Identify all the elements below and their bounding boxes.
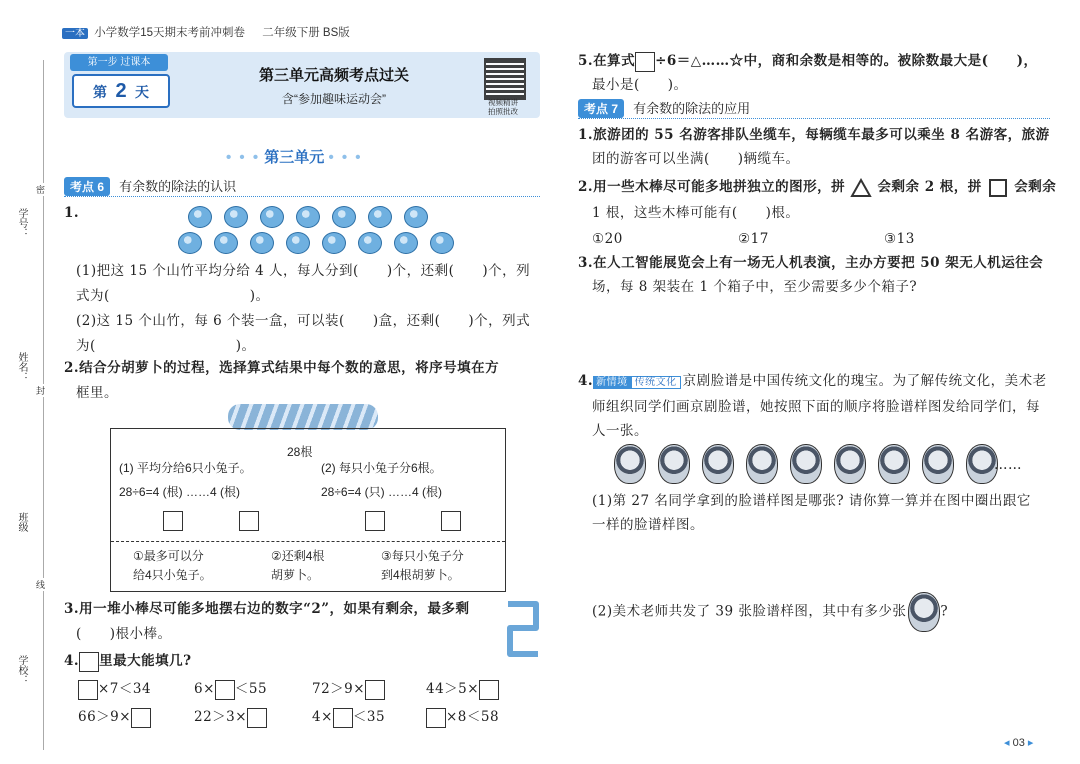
q2-line1: 2.结合分胡萝卜的过程，选择算式结果中每个数的意思，将序号填在方 — [64, 360, 500, 376]
q1-number: 1. — [64, 205, 80, 221]
answer-box-2[interactable] — [239, 511, 259, 531]
r2-option-3: ③13 — [884, 231, 915, 247]
option-2: ②还剩4根 胡萝卜。 — [271, 549, 325, 582]
seal-mi: 密 — [36, 185, 46, 195]
opera-mask-icon — [746, 444, 778, 484]
page-number: ◂ 03 ▸ — [1004, 737, 1034, 749]
ineq-1-1: ×7＜34 — [78, 676, 151, 702]
square-icon — [987, 177, 1009, 199]
opera-mask-icon — [878, 444, 910, 484]
r2-option-1: ①20 — [592, 231, 623, 247]
q1-part1-line2: 式为( )。 — [76, 288, 270, 304]
carrot-problem-box — [110, 428, 506, 592]
r1-line1: 1.旅游团的 55 名游客排队坐缆车，每辆缆车最多可以乘坐 8 名游客，旅游 — [578, 127, 1050, 143]
school-label: 学校： — [16, 655, 27, 685]
r2-line1: 2.用一些木棒尽可能多地拼独立的图形，拼 会剩余 2 根，拼 会剩余 — [578, 174, 1056, 200]
carrots-illustration — [228, 404, 378, 430]
ineq-2-3: 4× ＜35 — [312, 704, 385, 730]
opera-mask-icon — [614, 444, 646, 484]
r4-line3: 人一张。 — [592, 423, 648, 439]
r4-part2: (2)美术老师共发了 39 张脸谱样图，其中有多少张 ? — [592, 592, 948, 632]
ineq-1-4: 44＞5× — [426, 676, 499, 702]
qr-caption: 视频精讲 拍照批改 — [488, 98, 518, 116]
r1-line2: 团的游客可以坐满( )辆缆车。 — [592, 151, 800, 167]
mangosteen-row-2 — [172, 232, 460, 258]
option-1: ①最多可以分 给4只小兔子。 — [133, 549, 212, 582]
opera-mask-icon — [658, 444, 690, 484]
case1-equation: 28÷6=4 (根) ……4 (根) — [119, 485, 240, 499]
q3-line1: 3.用一堆小棒尽可能多地摆右边的数字“2”，如果有剩余，最多剩 — [64, 601, 470, 617]
qr-code[interactable] — [484, 58, 526, 100]
q5-line1: 5.在算式 ÷6＝△……☆中，商和余数是相等的。被除数最大是( )， — [578, 48, 1037, 74]
unit-title: • • • 第三单元 • • • — [226, 149, 363, 166]
masks-ellipsis: …… — [994, 457, 1022, 473]
case2-equation: 28÷6=4 (只) ……4 (根) — [321, 485, 442, 499]
ineq-box[interactable] — [215, 680, 235, 700]
q4-title: 4. 里最大能填几? — [64, 648, 192, 674]
case1-title: (1) 平均分给6只小兔子。 — [119, 461, 252, 475]
banner — [64, 52, 540, 118]
q2-line2: 框里。 — [76, 385, 118, 401]
step-label: 第一步 过课本 — [70, 54, 168, 71]
book-header — [62, 24, 350, 40]
r2-line2: 1 根，这些木棒可能有( )根。 — [592, 205, 800, 221]
grade-label: 二年级下册 BS版 — [262, 27, 350, 39]
opera-masks-row — [614, 444, 1010, 488]
ineq-2-4: ×8＜58 — [426, 704, 499, 730]
case2-title: (2) 每只小兔子分6根。 — [321, 461, 442, 475]
ineq-box[interactable] — [78, 680, 98, 700]
stick-digit-two — [502, 598, 544, 660]
q1-part2-line1: (2)这 15 个山竹，每 6 个装一盒，可以装( )盒，还剩( )个，列式 — [76, 313, 531, 329]
q3-line2: ( )根小棒。 — [76, 626, 172, 642]
answer-box-1[interactable] — [163, 511, 183, 531]
q4-box-icon — [79, 652, 99, 672]
ineq-box[interactable] — [247, 708, 267, 728]
seal-xian: 线 — [36, 580, 46, 590]
banner-subtitle: 含“参加趣味运动会” — [282, 92, 386, 106]
section-header-kd7 — [578, 98, 1050, 119]
opera-mask-icon — [908, 592, 940, 632]
box-divider — [111, 541, 505, 542]
r4-part1-line1: (1)第 27 名同学拿到的脸谱样图是哪张? 请你算一算并在图中圈出跟它 — [592, 493, 1031, 509]
binding-line — [43, 60, 44, 750]
student-number-label: 学号： — [16, 208, 27, 238]
traditional-culture-tag: 传统文化 — [631, 376, 681, 389]
ineq-box[interactable] — [365, 680, 385, 700]
answer-box-3[interactable] — [365, 511, 385, 531]
ineq-box[interactable] — [479, 680, 499, 700]
ineq-box[interactable] — [333, 708, 353, 728]
new-context-tag: 新情境 — [593, 376, 631, 389]
r2-option-2: ②17 — [738, 231, 769, 247]
opera-mask-icon — [922, 444, 954, 484]
kd7-title: 有余数的除法的应用 — [633, 101, 751, 116]
carrots-count: 28根 — [287, 445, 313, 459]
triangle-icon — [850, 178, 872, 198]
book-title: 小学数学15天期末考前冲刺卷 — [94, 27, 245, 39]
opera-mask-icon — [790, 444, 822, 484]
q5-line2: 最小是( )。 — [592, 77, 688, 93]
kd6-tag: 考点 6 — [64, 177, 110, 196]
ineq-2-2: 22＞3× — [194, 704, 267, 730]
q1-part2-line2: 为( )。 — [76, 338, 256, 354]
ineq-1-3: 72＞9× — [312, 676, 385, 702]
ineq-2-1: 66＞9× — [78, 704, 151, 730]
opera-mask-icon — [702, 444, 734, 484]
logo: 一本 — [62, 28, 88, 39]
r4-line2: 师组织同学们画京剧脸谱，她按照下面的顺序将脸谱样图发给同学们，每 — [592, 399, 1040, 415]
ineq-box[interactable] — [426, 708, 446, 728]
day-badge: 第 2 天 — [72, 74, 170, 108]
q1-part1-line1: (1)把这 15 个山竹平均分给 4 人，每人分到( )个，还剩( )个，列 — [76, 263, 531, 279]
class-label: 班级 — [16, 512, 27, 532]
kd6-title: 有余数的除法的认识 — [119, 179, 237, 194]
kd7-tag: 考点 7 — [578, 99, 624, 118]
section-header-kd6 — [64, 176, 540, 197]
r4-line1: 4. 新情境 传统文化 京剧脸谱是中国传统文化的瑰宝。为了解传统文化，美术老 — [578, 373, 1047, 389]
mangosteen-row-1 — [182, 206, 434, 232]
r4-part1-line2: 一样的脸谱样图。 — [592, 517, 704, 533]
answer-box-4[interactable] — [441, 511, 461, 531]
r3-line2: 场，每 8 架装在 1 个箱子中，至少需要多少个箱子? — [592, 279, 918, 295]
opera-mask-icon — [834, 444, 866, 484]
student-name-label: 姓名： — [16, 352, 27, 382]
q5-box[interactable] — [635, 52, 655, 72]
option-3: ③每只小兔子分 到4根胡萝卜。 — [381, 549, 464, 582]
r3-line1: 3.在人工智能展览会上有一场无人机表演，主办方要把 50 架无人机运往会 — [578, 255, 1044, 271]
seal-feng: 封 — [36, 386, 46, 396]
ineq-1-2: 6× ＜55 — [194, 676, 267, 702]
ineq-box[interactable] — [131, 708, 151, 728]
banner-title: 第三单元高频考点过关 — [258, 67, 409, 84]
